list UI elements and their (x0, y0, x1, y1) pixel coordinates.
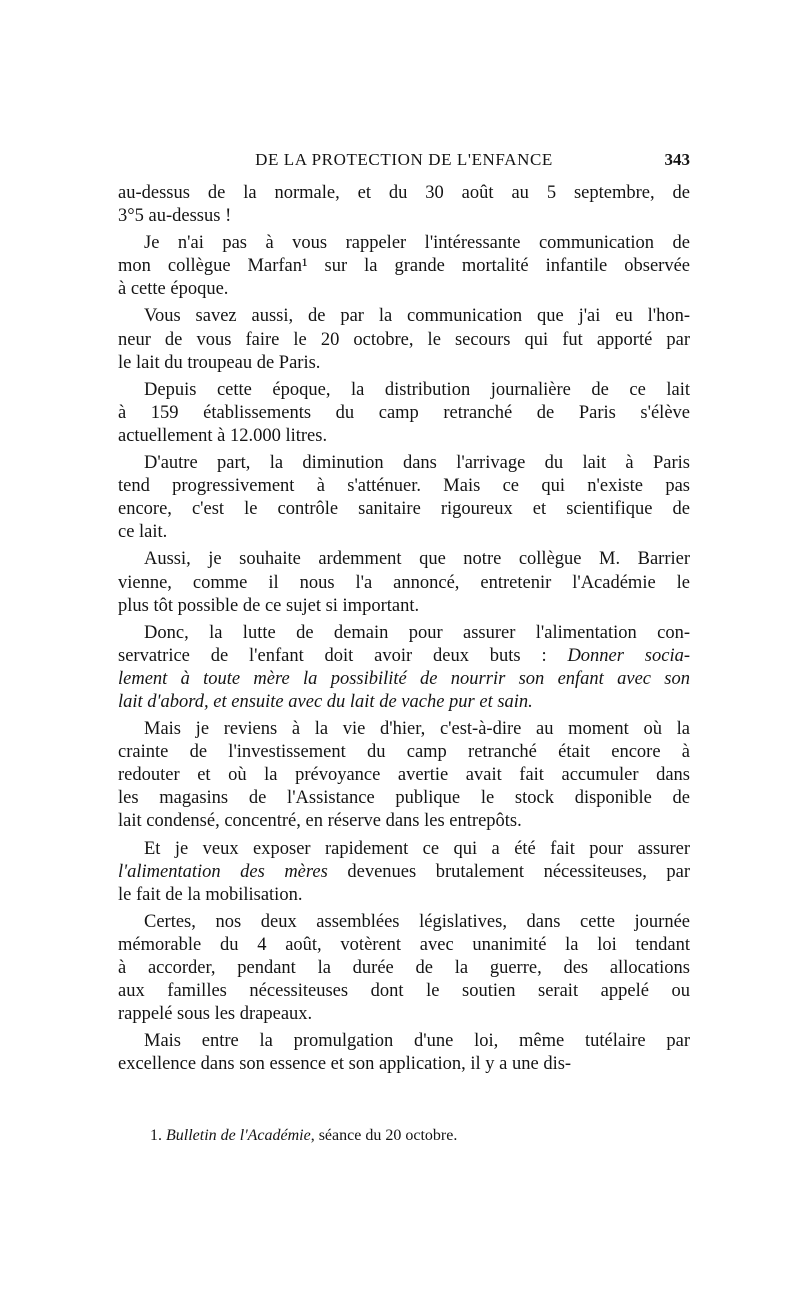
line-text: Vous savez aussi, de par la communication que j'ai eu l'hon- (144, 306, 690, 327)
line-italic-text: l'alimentation des mères (118, 861, 328, 882)
line-text: D'autre part, la diminution dans l'arrivage du lait à Paris (144, 453, 690, 474)
footnote-marker: 1. (150, 1127, 162, 1144)
text-line (118, 645, 690, 668)
footnote-text: , séance du 20 octobre. (310, 1127, 458, 1144)
text-line (118, 205, 690, 228)
line-text: ce lait. (118, 522, 168, 543)
text-line (118, 741, 690, 764)
paragraph (118, 718, 690, 833)
line-text: excellence dans son essence et son application, il y a une dis- (118, 1054, 572, 1075)
line-text: Donc, la lutte de demain pour assurer l'alimentation con- (144, 622, 690, 643)
text-line (118, 572, 690, 595)
line-text: lait condensé, concentré, en réserve dans les entrepôts. (118, 811, 522, 832)
line-text: Je n'ai pas à vous rappeler l'intéressante communication de (144, 233, 690, 254)
text-line (118, 402, 690, 425)
text-line (118, 668, 690, 691)
paragraph (118, 232, 690, 301)
line-text: Aussi, je souhaite ardemment que notre collègue M. Barrier (144, 549, 690, 570)
paragraph (118, 305, 690, 374)
text-line (118, 452, 690, 475)
line-text: à cette époque. (118, 279, 229, 300)
text-line (118, 957, 690, 980)
line-text: Depuis cette époque, la distribution journalière de ce lait (144, 379, 690, 400)
text-line (118, 255, 690, 278)
paragraph (118, 452, 690, 544)
text-line (118, 232, 690, 255)
line-text: Mais je reviens à la vie d'hier, c'est-à-dire au moment où la (144, 719, 690, 740)
line-text: au-dessus de la normale, et du 30 août au 5 septembre, de (118, 183, 690, 203)
line-text: plus tôt possible de ce sujet si important. (118, 595, 420, 616)
line-text: tend progressivement à s'atténuer. Mais ce qui n'existe pas (118, 476, 690, 497)
text-line (118, 1030, 690, 1053)
line-text: le lait du troupeau de Paris. (118, 352, 321, 373)
text-line (118, 1003, 690, 1026)
text-line (118, 548, 690, 571)
text-line (118, 475, 690, 498)
line-text: les magasins de l'Assistance publique le stock disponible de (118, 788, 690, 809)
text-line (118, 718, 690, 741)
paragraph (118, 182, 690, 228)
line-text: Et je veux exposer rapidement ce qui a été fait pour assurer (144, 838, 690, 859)
line-text: encore, c'est le contrôle sanitaire rigoureux et scientifique de (118, 499, 690, 520)
running-head (118, 150, 690, 174)
text-line (118, 691, 690, 714)
page-number: 343 (664, 150, 690, 169)
line-text: rappelé sous les drapeaux. (118, 1004, 313, 1025)
line-text: neur de vous faire le 20 octobre, le secours qui fut apporté par (118, 329, 690, 350)
text-line (118, 764, 690, 787)
text-line (118, 980, 690, 1003)
line-italic-text: Donner socia- (567, 645, 690, 666)
line-text: Mais entre la promulgation d'une loi, même tutélaire par (144, 1031, 690, 1052)
paragraph (118, 838, 690, 907)
paragraph (118, 1030, 690, 1076)
line-text: vienne, comme il nous l'a annoncé, entretenir l'Académie le (118, 572, 690, 593)
footnote (150, 1127, 670, 1145)
line-italic-text: lement à toute mère la possibilité de nourrir son enfant avec son (118, 668, 690, 689)
text-line (118, 810, 690, 833)
text-line (118, 622, 690, 645)
line-text: servatrice de l'enfant doit avoir deux buts : (118, 645, 568, 666)
line-text: crainte de l'investissement du camp retranché était encore à (118, 742, 690, 763)
paragraph (118, 379, 690, 448)
text-line (118, 595, 690, 618)
line-trailing-text: devenues brutalement nécessiteuses, par (327, 861, 690, 882)
text-line (118, 884, 690, 907)
text-line (118, 521, 690, 544)
line-text: 3°5 au-dessus ! (118, 206, 232, 227)
text-line (118, 278, 690, 301)
text-line (118, 498, 690, 521)
paragraph (118, 548, 690, 617)
text-line (118, 305, 690, 328)
text-line (118, 329, 690, 352)
line-text: à accorder, pendant la durée de la guerre, des allocations (118, 958, 690, 978)
text-line (118, 934, 690, 957)
text-line (118, 379, 690, 402)
line-italic-text: lait d'abord, et ensuite avec du lait de vache pur et sain. (118, 691, 533, 712)
line-text: le fait de la mobilisation. (118, 884, 303, 905)
line-text: mémorable du 4 août, votèrent avec unanimité la loi tendant (118, 934, 690, 955)
running-title: DE LA PROTECTION DE L'ENFANCE (255, 150, 553, 169)
text-line (118, 838, 690, 861)
paragraph (118, 911, 690, 1026)
text-line (118, 911, 690, 934)
line-text: redouter et où la prévoyance avertie avait fait accumuler dans (118, 765, 690, 786)
line-text: Certes, nos deux assemblées législatives, dans cette journée (144, 911, 690, 932)
line-text: à 159 établissements du camp retranché de Paris s'élève (118, 402, 690, 423)
paragraph (118, 622, 690, 714)
line-text: aux familles nécessiteuses dont le soutien serait appelé ou (118, 981, 690, 1002)
text-line (118, 182, 690, 205)
footnote-source: Bulletin de l'Académie (166, 1127, 311, 1144)
text-line (118, 1053, 690, 1076)
line-text: mon collègue Marfan¹ sur la grande mortalité infantile observée (118, 256, 690, 277)
text-line (118, 352, 690, 375)
text-line (118, 787, 690, 810)
text-line (118, 425, 690, 448)
text-line (118, 861, 690, 884)
line-text: actuellement à 12.000 litres. (118, 425, 328, 446)
body-text (118, 182, 690, 1076)
